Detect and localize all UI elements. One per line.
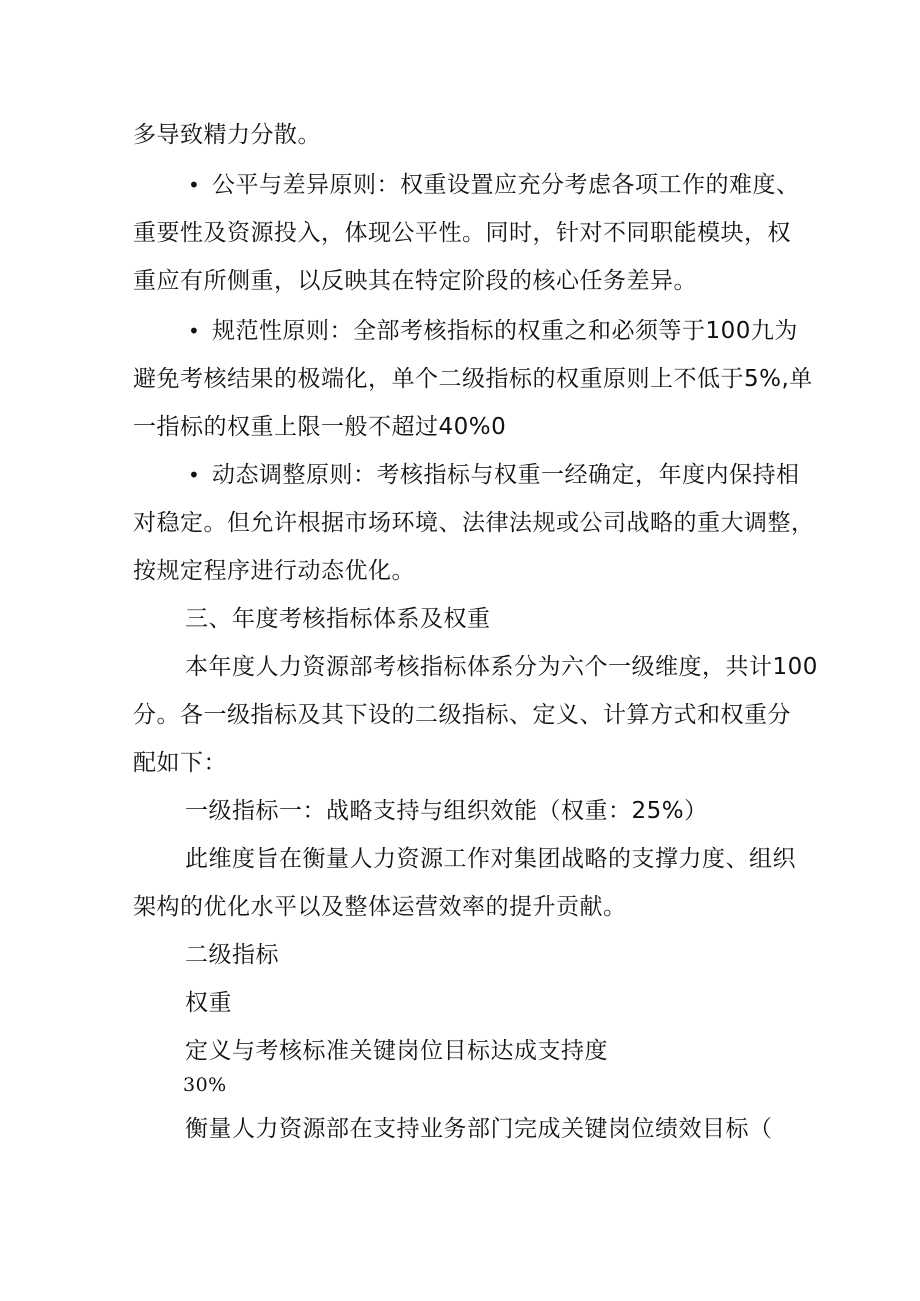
text-line: 公平与差异原则：权重设置应充分考虑各项工作的难度、 bbox=[212, 172, 800, 198]
text-line: 配如下： bbox=[133, 750, 227, 776]
text-line: 本年度人力资源部考核指标体系分为六个一级维度，共计100 bbox=[185, 654, 818, 680]
bullet-icon: • bbox=[188, 463, 200, 487]
text-line: 动态调整原则：考核指标与权重一经确定，年度内保持相 bbox=[212, 462, 800, 488]
text-line: 避免考核结果的极端化，单个二级指标的权重原则上不低于5%,单 bbox=[133, 366, 813, 392]
table-cell-value: 30% bbox=[183, 1074, 227, 1096]
text-line: 重要性及资源投入，体现公平性。同时，针对不同职能模块，权 bbox=[133, 220, 791, 246]
table-header-label: 权重 bbox=[185, 990, 232, 1016]
table-header-label: 二级指标 bbox=[185, 942, 279, 968]
text-line: 此维度旨在衡量人力资源工作对集团战略的支撑力度、组织 bbox=[185, 846, 796, 872]
text-line: 多导致精力分散。 bbox=[133, 122, 321, 148]
text-line: 对稳定。但允许根据市场环境、法律法规或公司战略的重大调整， bbox=[133, 510, 815, 536]
table-cell-text: 衡量人力资源部在支持业务部门完成关键岗位绩效目标（ bbox=[185, 1116, 773, 1142]
text-line: 按规定程序进行动态优化。 bbox=[133, 558, 415, 584]
text-line: 规范性原则：全部考核指标的权重之和必须等于100九为 bbox=[212, 318, 798, 344]
bullet-icon: • bbox=[188, 319, 200, 343]
section-heading: 三、年度考核指标体系及权重 bbox=[185, 606, 491, 632]
text-line: 一指标的权重上限一般不超过40%0 bbox=[133, 414, 507, 440]
bullet-icon: • bbox=[188, 173, 200, 197]
text-line: 架构的优化水平以及整体运营效率的提升贡献。 bbox=[133, 894, 627, 920]
table-cell-text: 定义与考核标准关键岗位目标达成支持度 bbox=[185, 1038, 608, 1064]
text-line: 重应有所侧重，以反映其在特定阶段的核心任务差异。 bbox=[133, 268, 697, 294]
text-line: 分。各一级指标及其下设的二级指标、定义、计算方式和权重分 bbox=[133, 702, 791, 728]
subheading: 一级指标一：战略支持与组织效能（权重：25%） bbox=[185, 798, 708, 824]
